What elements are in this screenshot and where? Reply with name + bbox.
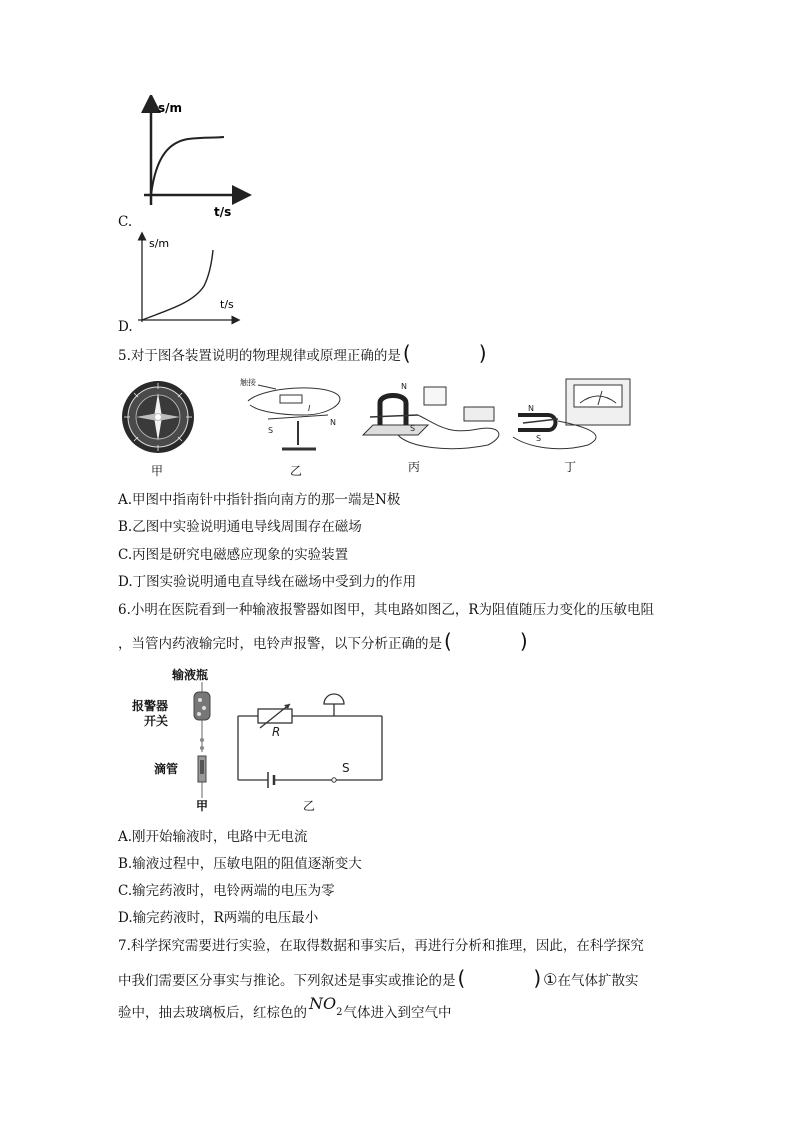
label-alarm: 报警器 <box>132 699 169 713</box>
q6-stem-line2 <box>118 631 528 653</box>
q7-line3 <box>118 994 452 1024</box>
motor-n-label: N <box>528 404 534 413</box>
q6-option-c: C.输完药液时，电铃两端的电压为零 <box>118 883 335 899</box>
graph-d-curve <box>142 250 213 320</box>
q5-option-d: D.丁图实验说明通电直导线在磁场中受到力的作用 <box>118 574 417 590</box>
compass-figure <box>122 381 194 453</box>
q5-stem-text: 5.对于图各装置说明的物理规律或原理正确的是 <box>118 348 401 364</box>
label-fig-yi: 乙 <box>303 799 316 813</box>
q5-paren-close: ) <box>478 341 487 365</box>
fig-label-jia: 甲 <box>151 464 164 478</box>
graph-c <box>118 95 258 220</box>
graph-d-svg <box>118 230 248 330</box>
infusion-alarm-svg <box>130 662 230 812</box>
induction-n-label: N <box>401 382 407 391</box>
label-switch: 开关 <box>144 714 169 728</box>
oersted-n-label: N <box>330 418 336 427</box>
option-d-label: D. <box>118 319 133 335</box>
motor-figure <box>513 379 630 449</box>
graph-c-svg <box>118 95 258 220</box>
q6-figure-yi <box>232 688 390 790</box>
q7-paren-close: ) <box>533 966 542 990</box>
q5-paren-open: ( <box>402 341 411 365</box>
q7-line3-tail: 气体进入到空气中 <box>343 1005 452 1021</box>
graph-c-xlabel: t/s <box>214 205 232 219</box>
label-infusion-bottle: 输液瓶 <box>172 668 209 682</box>
oersted-figure <box>248 385 340 449</box>
q7-line2-text: 中我们需要区分事实与推论。下列叙述是事实或推论的是 <box>118 973 456 989</box>
label-fig-jia: 甲 <box>196 799 209 813</box>
q6-option-d: D.输完药液时，R两端的电压最小 <box>118 910 319 926</box>
induction-figure <box>363 387 499 449</box>
q6-stem-line2-text: ，当管内药液输完时，电铃声报警，以下分析正确的是 <box>118 636 442 652</box>
q5-option-a: A.甲图中指南针中指针指向南方的那一端是N极 <box>118 492 401 508</box>
graph-d-xlabel: t/s <box>220 298 234 311</box>
q5-figures <box>118 375 638 480</box>
induction-s-label: S <box>410 424 416 433</box>
q5-stem <box>118 343 487 365</box>
fig-label-yi: 乙 <box>290 464 303 478</box>
q6-option-a: A.刚开始输液时，电路中无电流 <box>118 829 308 845</box>
q6-stem-line1: 6.小明在医院看到一种输液报警器如图甲，其电路如图乙，R为阻值随压力变化的压敏电阻 <box>118 602 655 618</box>
oersted-touch-label: 触接 <box>240 378 256 387</box>
graph-d <box>118 230 248 330</box>
circuit-svg <box>232 688 390 790</box>
q6-option-b: B.输液过程中，压敏电阻的阻值逐渐变大 <box>118 856 362 872</box>
oersted-i-label: I <box>308 404 311 413</box>
q7-paren-open: ( <box>457 966 466 990</box>
q7-line2 <box>118 968 638 990</box>
oersted-s-label: S <box>268 426 274 435</box>
q5-option-c: C.丙图是研究电磁感应现象的实验装置 <box>118 547 349 563</box>
q5-figures-svg <box>118 375 638 480</box>
q7-formula-no: NO <box>309 994 337 1013</box>
option-c-label: C. <box>118 214 133 230</box>
graph-c-ylabel: s/m <box>158 101 183 115</box>
q6-paren-close: ) <box>519 629 528 653</box>
circuit-r-label: R <box>272 725 281 739</box>
q6-figure-jia <box>130 662 230 812</box>
q5-option-b: B.乙图中实验说明通电导线周围存在磁场 <box>118 519 362 535</box>
label-drip-tube: 滴管 <box>154 762 179 776</box>
q6-paren-open: ( <box>444 629 452 653</box>
graph-d-ylabel: s/m <box>149 237 170 250</box>
q7-circled-one: ① <box>543 970 558 989</box>
q7-line1: 7.科学探究需要进行实验，在取得数据和事实后，再进行分析和推理，因此，在科学探究 <box>118 938 644 954</box>
motor-s-label: S <box>536 434 542 443</box>
q7-line3-text: 验中，抽去玻璃板后，红棕色的 <box>118 1005 307 1021</box>
graph-c-curve <box>151 137 224 195</box>
q7-formula-sub: 2 <box>336 1007 343 1018</box>
fig-label-bing: 丙 <box>408 460 421 474</box>
fig-label-ding: 丁 <box>564 460 577 474</box>
q7-line2-tail: 在气体扩散实 <box>557 973 639 989</box>
circuit-s-label: S <box>342 761 350 775</box>
